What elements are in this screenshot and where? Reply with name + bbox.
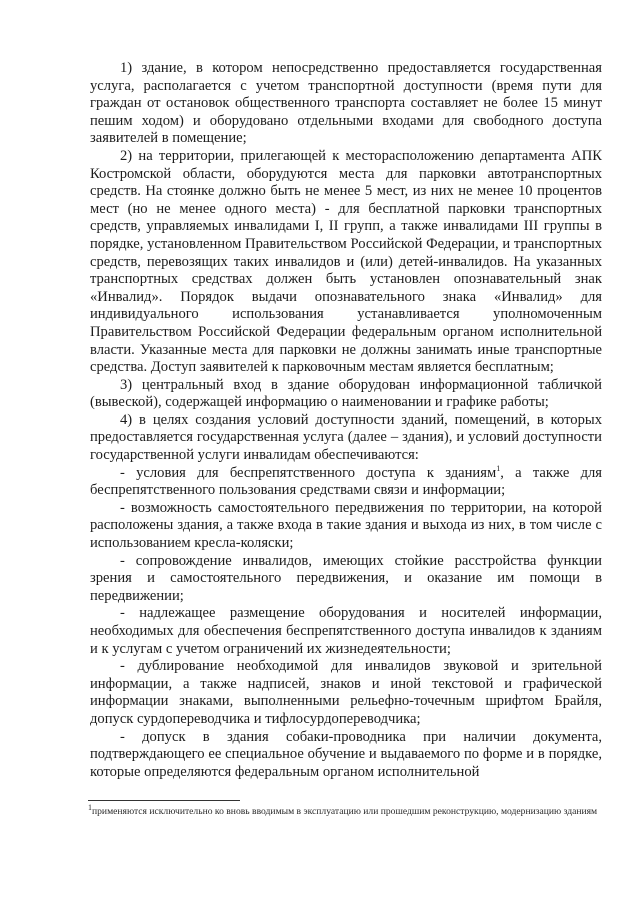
list-item-1 (90, 465, 602, 500)
paragraph-4: 4) в целях создания условий доступности зданий, помещений, в которых предоставляется государственная услуга (далее – здания), и условий доступности государственной услуги инвалидам обеспечиваются: (90, 411, 602, 464)
footnote-text: применяются исключительно ко вновь вводимым в эксплуатацию или прошедшим реконструкцию, модернизацию зданиям (92, 806, 598, 817)
document-body (90, 60, 602, 781)
list-item-1-text: - условия для беспрепятственного доступа к зданиям (120, 464, 497, 481)
paragraph-3: 3) центральный вход в здание оборудован информационной табличкой (вывеской), содержащей информацию о наименовании и графике работы; (90, 376, 602, 411)
footnote (88, 802, 602, 818)
list-item-4: - надлежащее размещение оборудования и носителей информации, необходимых для обеспечения беспрепятственного доступа инвалидов к зданиям и к услугам с учетом ограничений их жизнедеятельности; (90, 605, 602, 657)
paragraph-1: 1) здание, в котором непосредственно предоставляется государственная услуга, располагается с учетом транспортной доступности (время пути для граждан от остановок общественного транспорта составляет не более 15 минут пешим ходом) и оборудовано отдельными входами для свободного доступа заявителей в помещение; (90, 60, 602, 147)
footnote-marker: 1 (88, 802, 92, 812)
footnote-reference: 1 (496, 463, 501, 473)
list-item-3: - сопровождение инвалидов, имеющих стойкие расстройства функции зрения и самостоятельного передвижения, и оказание им помощи в передвижении; (90, 552, 602, 604)
paragraph-2: 2) на территории, прилегающей к месторасположению департамента АПК Костромской области, оборудуются места для парковки автотранспортных средств. На стоянке должно быть не менее 5 мест, из них не менее 10 процентов мест (но не менее одного места) - для бесплатной парковки транспортных средств, управляемых инвалидами I, II групп, а также инвалидами III группы в порядке, установленном Правительством Российской Федерации, и транспортных средств, перевозящих таких инвалидов и (или) детей-инвалидов. На указанных транспортных средствах должен быть установлен опознавательный знак «Инвалид». Порядок выдачи опознавательного знака «Инвалид» для индивидуального использования устанавливается уполномоченным Правительством Российской Федерации федеральным органом исполнительной власти. Указанные места для парковки не должны занимать иные транспортные средства. Доступ заявителей к парковочным местам является бесплатным; (90, 147, 602, 376)
list-item-6: - допуск в здания собаки-проводника при наличии документа, подтверждающего ее специальное обучение и выдаваемого по форме и в порядке, которые определяются федеральным органом исполнительной (90, 728, 602, 780)
list-item-5: - дублирование необходимой для инвалидов звуковой и зрительной информации, а также надписей, знаков и иной текстовой и графической информации знаками, выполненными рельефно-точечным шрифтом Брайля, допуск сурдопереводчика и тифлосурдопереводчика; (90, 658, 602, 727)
footnote-separator (88, 800, 240, 801)
list-item-1-text-cont: , а также для беспрепятственного пользования средствами связи и информации; (90, 464, 602, 499)
list-item-2: - возможность самостоятельного передвижения по территории, на которой расположены здания, а также входа в такие здания и выхода из них, в том числе с использованием кресла-коляски; (90, 499, 602, 552)
